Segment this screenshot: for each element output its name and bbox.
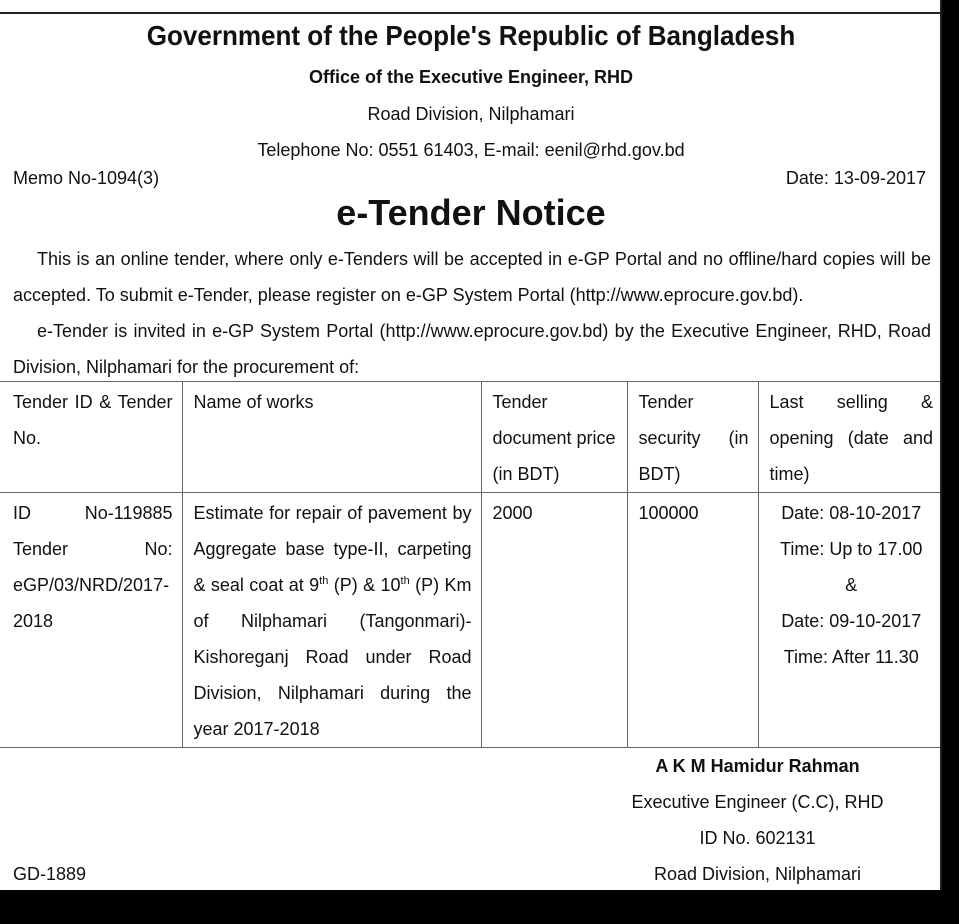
notice-date: Date: 13-09-2017 xyxy=(785,168,926,188)
work-text-1: Estimate for repair of pavement by Aggregate base type-II, carpeting & seal coat at 9 xyxy=(193,503,472,595)
invitation-paragraph: e-Tender is invited in e-GP System Portal (http://www.eprocure.gov.bd) by the Executive Engineer, RHD, Road Division, Nilphamari for the procurement of: xyxy=(13,321,931,377)
signatory-id: ID No. 602131 xyxy=(699,828,816,848)
header-selling-opening: Last selling & opening (date and time) xyxy=(758,382,942,493)
header-name-of-works: Name of works xyxy=(182,382,481,493)
office-heading: Office of the Executive Engineer, RHD xyxy=(308,67,634,87)
division-line: Road Division, Nilphamari xyxy=(367,104,575,124)
work-text-3: (P) Km of Nilphamari (Tangonmari)-Kishoreganj Road under Road Division, Nilphamari during the year 2017-2018 xyxy=(193,575,472,739)
cell-selling-opening xyxy=(758,493,942,748)
work-sup-1: th xyxy=(319,575,329,587)
selling-time: Time: Up to 17.00 xyxy=(780,539,923,559)
signatory-designation: Executive Engineer (C.C), RHD xyxy=(631,792,884,812)
header-document-price: Tender document price (in BDT) xyxy=(481,382,627,493)
contact-line: Telephone No: 0551 61403, E-mail: eenil@rhd.gov.bd xyxy=(257,140,685,160)
signatory-name: A K M Hamidur Rahman xyxy=(655,756,860,776)
selling-date: Date: 08-10-2017 xyxy=(781,503,922,523)
header-security: Tender security (in BDT) xyxy=(627,382,758,493)
header-tender-id: Tender ID & Tender No. xyxy=(0,382,182,493)
signatory-division: Road Division, Nilphamari xyxy=(653,864,862,884)
government-heading: Government of the People's Republic of Bangladesh xyxy=(146,20,796,51)
cell-document-price: 2000 xyxy=(481,493,627,748)
tender-table xyxy=(0,381,942,748)
table-row xyxy=(0,493,942,748)
table-header-row xyxy=(0,382,942,493)
notice-title: e-Tender Notice xyxy=(336,192,606,233)
gd-number: GD-1889 xyxy=(13,864,87,884)
ampersand: & xyxy=(845,575,858,595)
opening-date: Date: 09-10-2017 xyxy=(781,611,922,631)
work-text-2: (P) & 10 xyxy=(328,575,401,595)
cell-security: 100000 xyxy=(627,493,758,748)
cell-name-of-works xyxy=(182,493,481,748)
opening-time: Time: After 11.30 xyxy=(783,647,919,667)
top-border xyxy=(0,12,942,14)
memo-number: Memo No-1094(3) xyxy=(13,168,160,188)
intro-paragraph: This is an online tender, where only e-Tenders will be accepted in e-GP Portal and no offline/hard copies will be accepted. To submit e-Tender, please register on e-GP System Portal (http://www.eprocure.gov.bd). xyxy=(13,249,931,305)
work-sup-2: th xyxy=(400,575,410,587)
cell-tender-id: ID No-119885 Tender No: eGP/03/NRD/2017-2018 xyxy=(0,493,182,748)
